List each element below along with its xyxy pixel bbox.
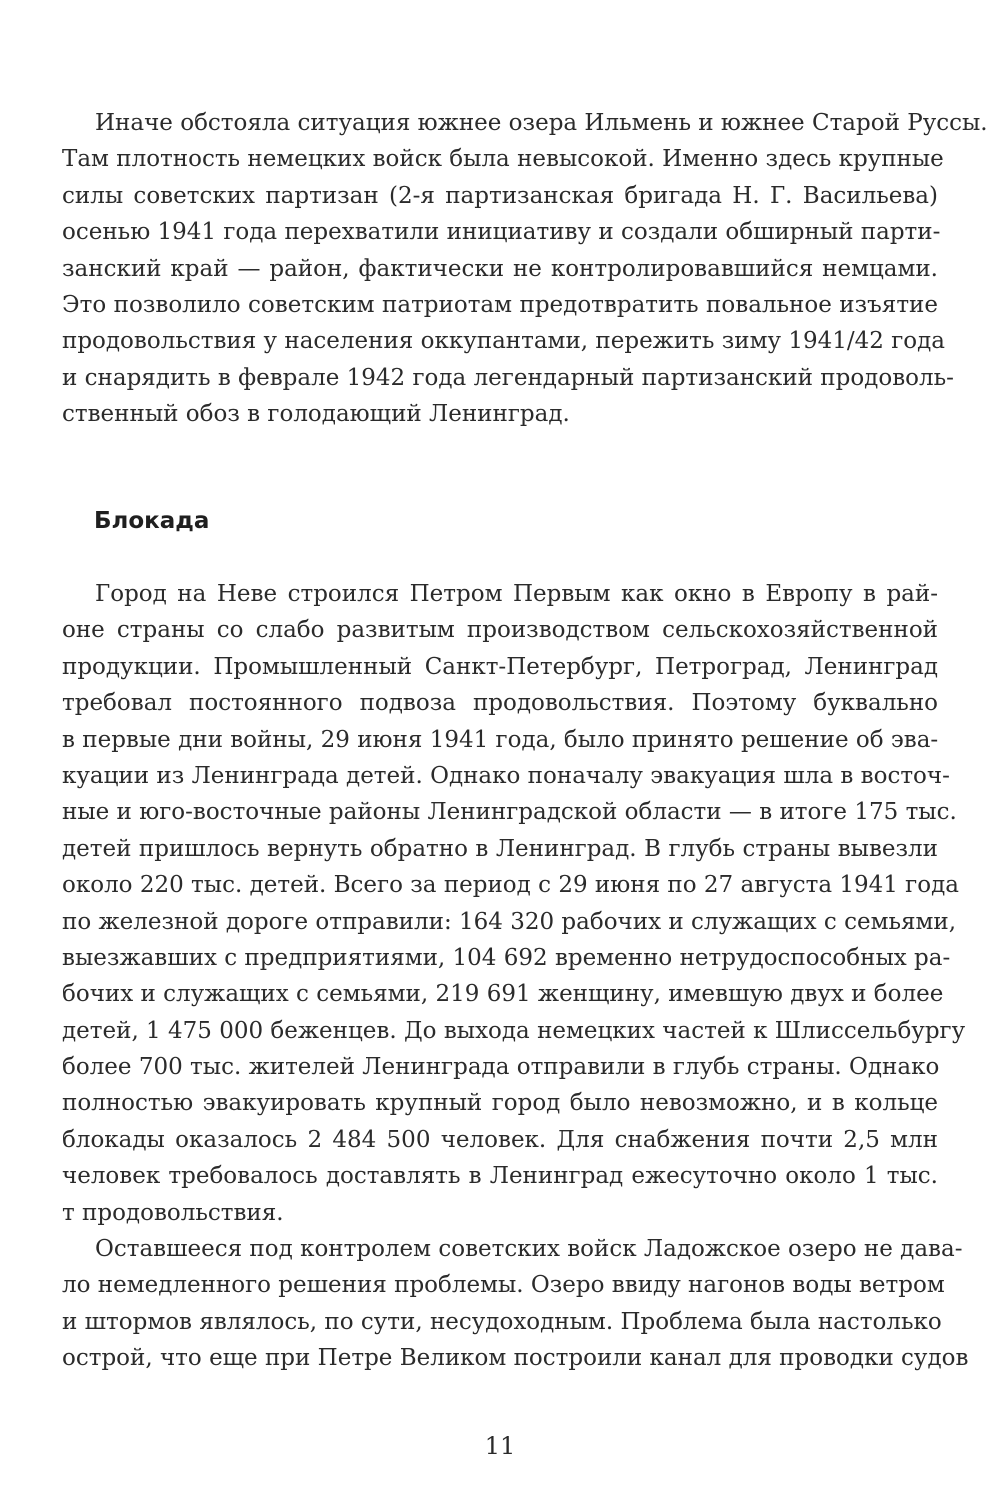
text-line: блокады оказалось 2 484 500 человек. Для снабжения почти 2,5 млн <box>62 1126 938 1153</box>
text-line: детей, 1 475 000 беженцев. До выхода немецких частей к Шлиссельбургу <box>62 1017 966 1044</box>
text-line: требовал постоянного подвоза продовольствия. Поэтому буквально <box>62 690 938 717</box>
text-line: Город на Неве строился Петром Первым как окно в Европу в рай- <box>95 581 938 607</box>
section-heading: Блокада <box>94 508 210 534</box>
text-line: оне страны со слабо развитым производством сельскохозяйственной <box>62 617 938 644</box>
text-line: ло немедленного решения проблемы. Озеро ввиду нагонов воды ветром <box>62 1272 945 1299</box>
text-line: т продовольствия. <box>62 1199 284 1226</box>
text-line: продукции. Промышленный Санкт-Петербург, Петроград, Ленинград <box>62 653 938 680</box>
text-line: и снарядить в феврале 1942 года легендарный партизанский продоволь- <box>62 364 954 391</box>
text-line: человек требовалось доставлять в Ленинград ежесуточно около 1 тыс. <box>62 1163 938 1190</box>
text-line: выезжавших с предприятиями, 104 692 временно нетрудоспособных ра- <box>62 944 951 971</box>
text-line: Оставшееся под контролем советских войск Ладожское озеро не дава- <box>95 1236 963 1262</box>
text-line: осенью 1941 года перехватили инициативу и создали обширный парти- <box>62 219 941 246</box>
text-line: куации из Ленинграда детей. Однако поначалу эвакуация шла в восточ- <box>62 762 950 789</box>
text-line: ственный обоз в голодающий Ленинград. <box>62 401 570 428</box>
text-line: силы советских партизан (2-я партизанская бригада Н. Г. Васильева) <box>62 182 938 209</box>
text-line: в первые дни войны, 29 июня 1941 года, было принято решение об эва- <box>62 726 939 753</box>
text-line: продовольствия у населения оккупантами, пережить зиму 1941/42 года <box>62 328 945 355</box>
page-number: 11 <box>484 1432 516 1460</box>
text-line: острой, что еще при Петре Великом построили канал для проводки судов <box>62 1345 969 1372</box>
text-line: полностью эвакуировать крупный город было невозможно, и в кольце <box>62 1090 938 1117</box>
text-line: детей пришлось вернуть обратно в Ленинград. В глубь страны вывезли <box>62 835 938 862</box>
paragraph-ladoga <box>62 1231 969 1377</box>
text-line: Там плотность немецких войск была невысокой. Именно здесь крупные <box>62 146 944 173</box>
paragraph-blockade <box>62 576 966 1231</box>
text-line: Это позволило советским патриотам предотвратить повальное изъятие <box>62 291 938 318</box>
text-line: около 220 тыс. детей. Всего за период с 29 июня по 27 августа 1941 года <box>62 872 959 899</box>
paragraph-ilmen <box>62 105 988 433</box>
text-line: по железной дороге отправили: 164 320 рабочих и служащих с семьями, <box>62 908 957 935</box>
text-line: ные и юго-восточные районы Ленинградской области — в итоге 175 тыс. <box>62 799 957 826</box>
text-line: Иначе обстояла ситуация южнее озера Ильмень и южнее Старой Руссы. <box>95 110 988 136</box>
text-line: более 700 тыс. жителей Ленинграда отправили в глубь страны. Однако <box>62 1054 940 1081</box>
text-line: занский край — район, фактически не контролировавшийся немцами. <box>62 255 938 282</box>
text-line: бочих и служащих с семьями, 219 691 женщину, имевшую двух и более <box>62 981 944 1008</box>
text-line: и штормов являлось, по сути, несудоходным. Проблема была настолько <box>62 1308 942 1335</box>
